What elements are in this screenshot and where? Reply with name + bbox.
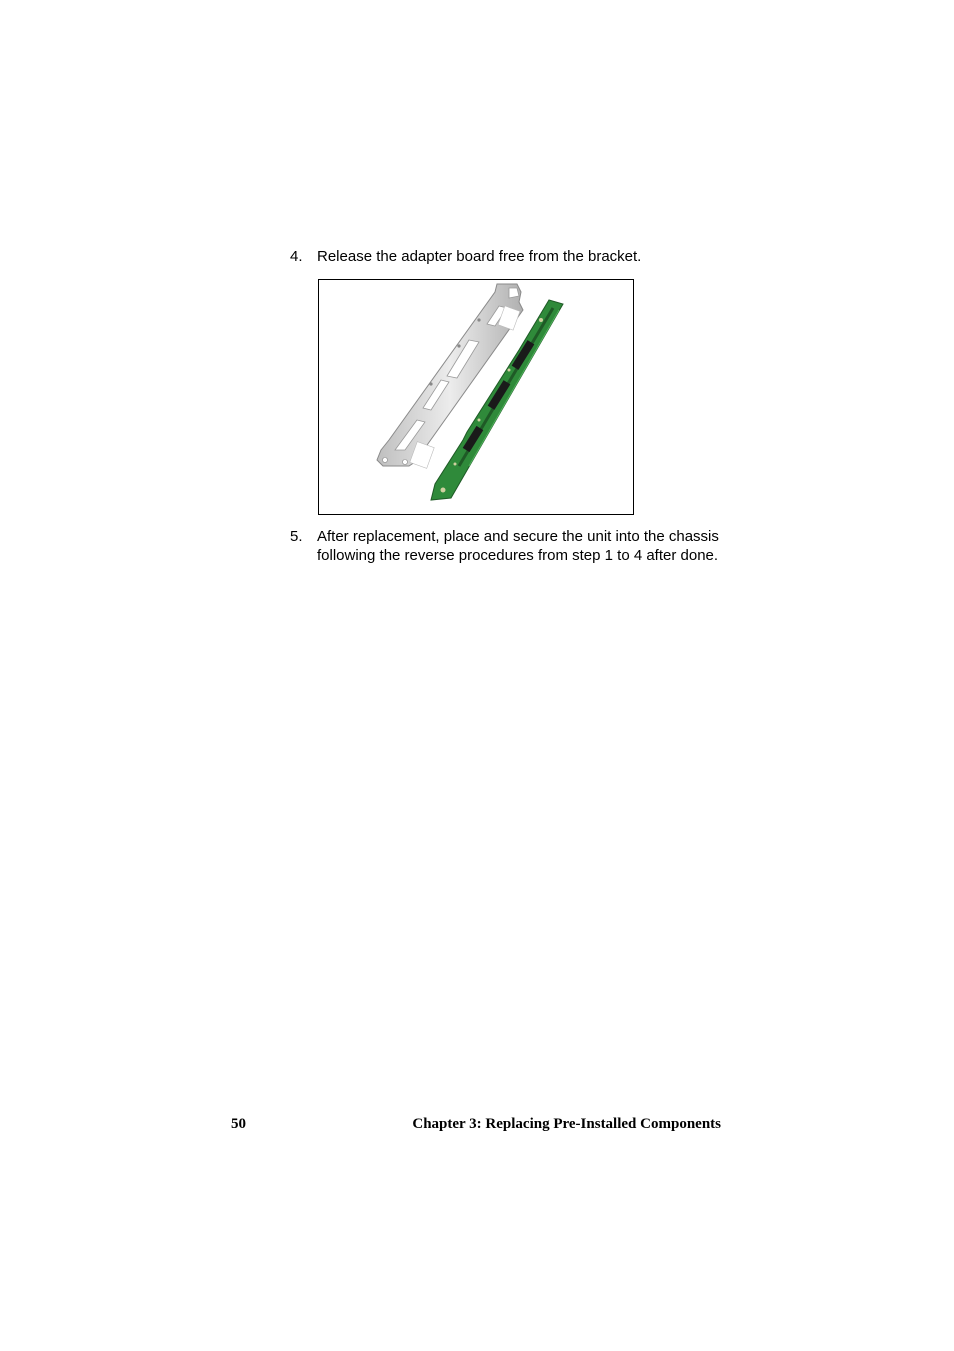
step-text: Release the adapter board free from the bracket. — [317, 248, 642, 265]
step-number: 5. — [290, 528, 303, 545]
chapter-title: Chapter 3: Replacing Pre-Installed Components — [412, 1116, 721, 1132]
page-number: 50 — [231, 1116, 246, 1132]
adapter-board-photo — [318, 279, 634, 515]
metal-bracket — [377, 284, 523, 468]
step-number: 4. — [290, 248, 303, 265]
step-text: After replacement, place and secure the unit into the chassis following the reverse procedures from step 1 to 4 after done. — [317, 528, 719, 564]
step-4 — [290, 247, 730, 267]
step-5 — [290, 527, 730, 587]
